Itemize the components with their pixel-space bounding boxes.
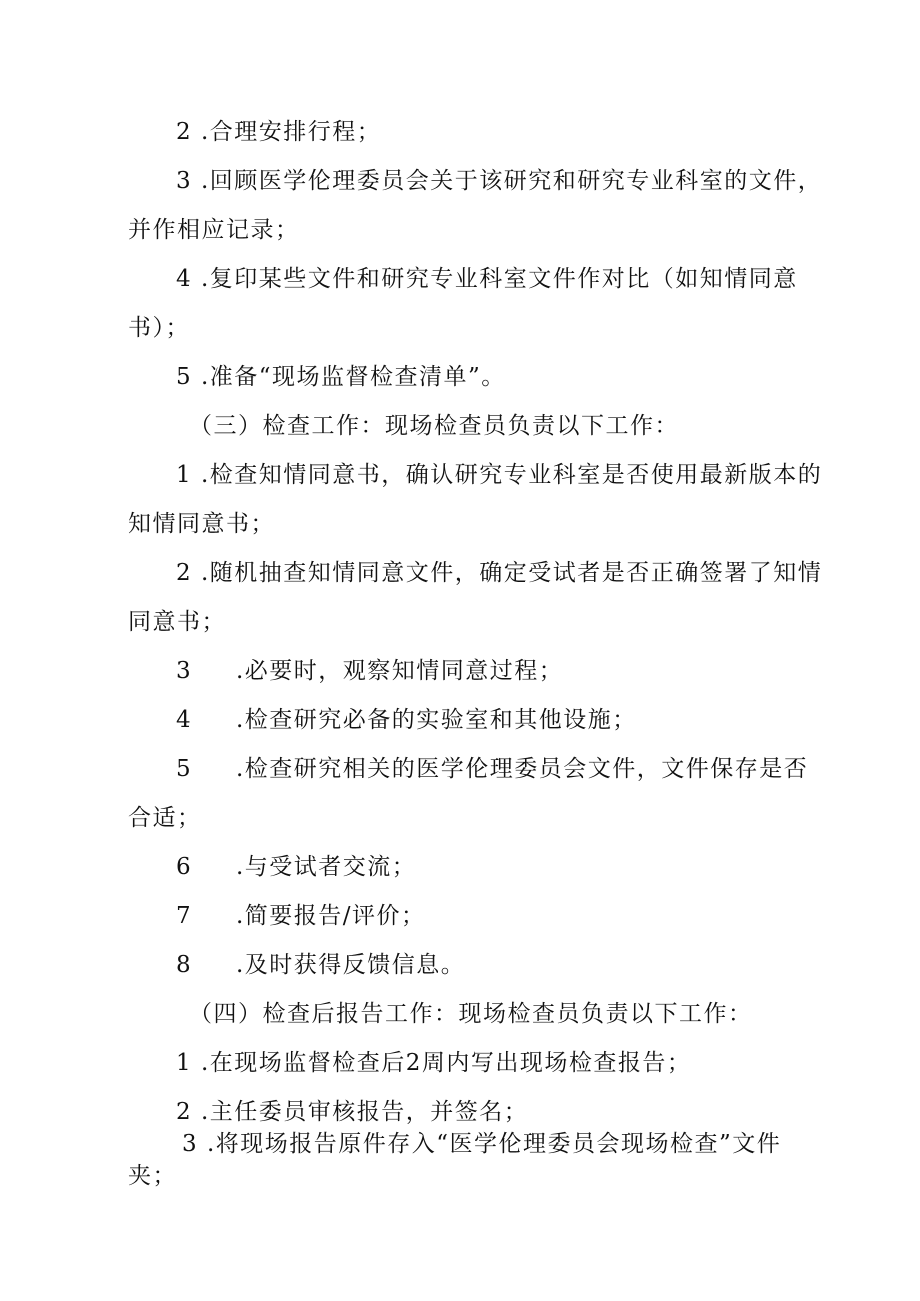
item-3-observe-consent xyxy=(176,655,563,687)
item-3-review-documents: 3 .回顾医学伦理委员会关于该研究和研究专业科室的文件， xyxy=(176,168,823,194)
item-6-communicate-subjects xyxy=(176,851,416,883)
item-text: .必要时，观察知情同意过程； xyxy=(236,658,564,684)
item-number: 8 xyxy=(176,952,193,978)
item-1-check-consent-cont: 知情同意书； xyxy=(128,511,275,537)
item-4-check-facilities xyxy=(176,704,637,736)
item-5-prepare-checklist: 5 .准备“现场监督检查清单”。 xyxy=(176,364,506,390)
item-3-archive-report-cont: 夹； xyxy=(128,1163,177,1189)
item-text: .简要报告/评价； xyxy=(236,903,426,929)
item-text: .检查研究相关的医学伦理委员会文件，文件保存是否 xyxy=(236,756,809,782)
section-heading-inspection-work: （三）检查工作：现场检查员负责以下工作： xyxy=(189,413,679,439)
item-number: 4 xyxy=(176,707,193,733)
item-1-check-consent: 1 .检查知情同意书，确认研究专业科室是否使用最新版本的 xyxy=(176,462,823,488)
item-2-random-check-cont: 同意书； xyxy=(128,609,226,635)
item-8-get-feedback xyxy=(176,949,465,981)
item-text: .与受试者交流； xyxy=(236,854,417,880)
item-1-write-report: 1 .在现场监督检查后2周内写出现场检查报告； xyxy=(176,1050,692,1076)
item-text: .检查研究必备的实验室和其他设施； xyxy=(236,707,637,733)
item-3-archive-report: 3 .将现场报告原件存入“医学伦理委员会现场检查”文件 xyxy=(182,1131,782,1157)
item-text: .及时获得反馈信息。 xyxy=(236,952,466,978)
item-5-check-ethics-files xyxy=(176,753,808,785)
item-4-copy-documents-cont: 书）； xyxy=(128,315,190,341)
item-2-arrange-schedule: 2 .合理安排行程； xyxy=(176,119,382,145)
item-4-copy-documents: 4 .复印某些文件和研究专业科室文件作对比（如知情同意 xyxy=(176,266,798,292)
item-7-brief-report xyxy=(176,900,426,932)
item-3-review-documents-cont: 并作相应记录； xyxy=(128,217,300,243)
item-2-random-check: 2 .随机抽查知情同意文件，确定受试者是否正确签署了知情 xyxy=(176,560,823,586)
section-heading-post-inspection: （四）检查后报告工作：现场检查员负责以下工作： xyxy=(189,1001,753,1027)
item-5-check-ethics-files-cont: 合适； xyxy=(128,805,202,831)
item-number: 6 xyxy=(176,854,193,880)
item-2-chair-review: 2 .主任委员审核报告，并签名； xyxy=(176,1099,529,1125)
item-number: 5 xyxy=(176,756,193,782)
item-number: 7 xyxy=(176,903,193,929)
item-number: 3 xyxy=(176,658,193,684)
